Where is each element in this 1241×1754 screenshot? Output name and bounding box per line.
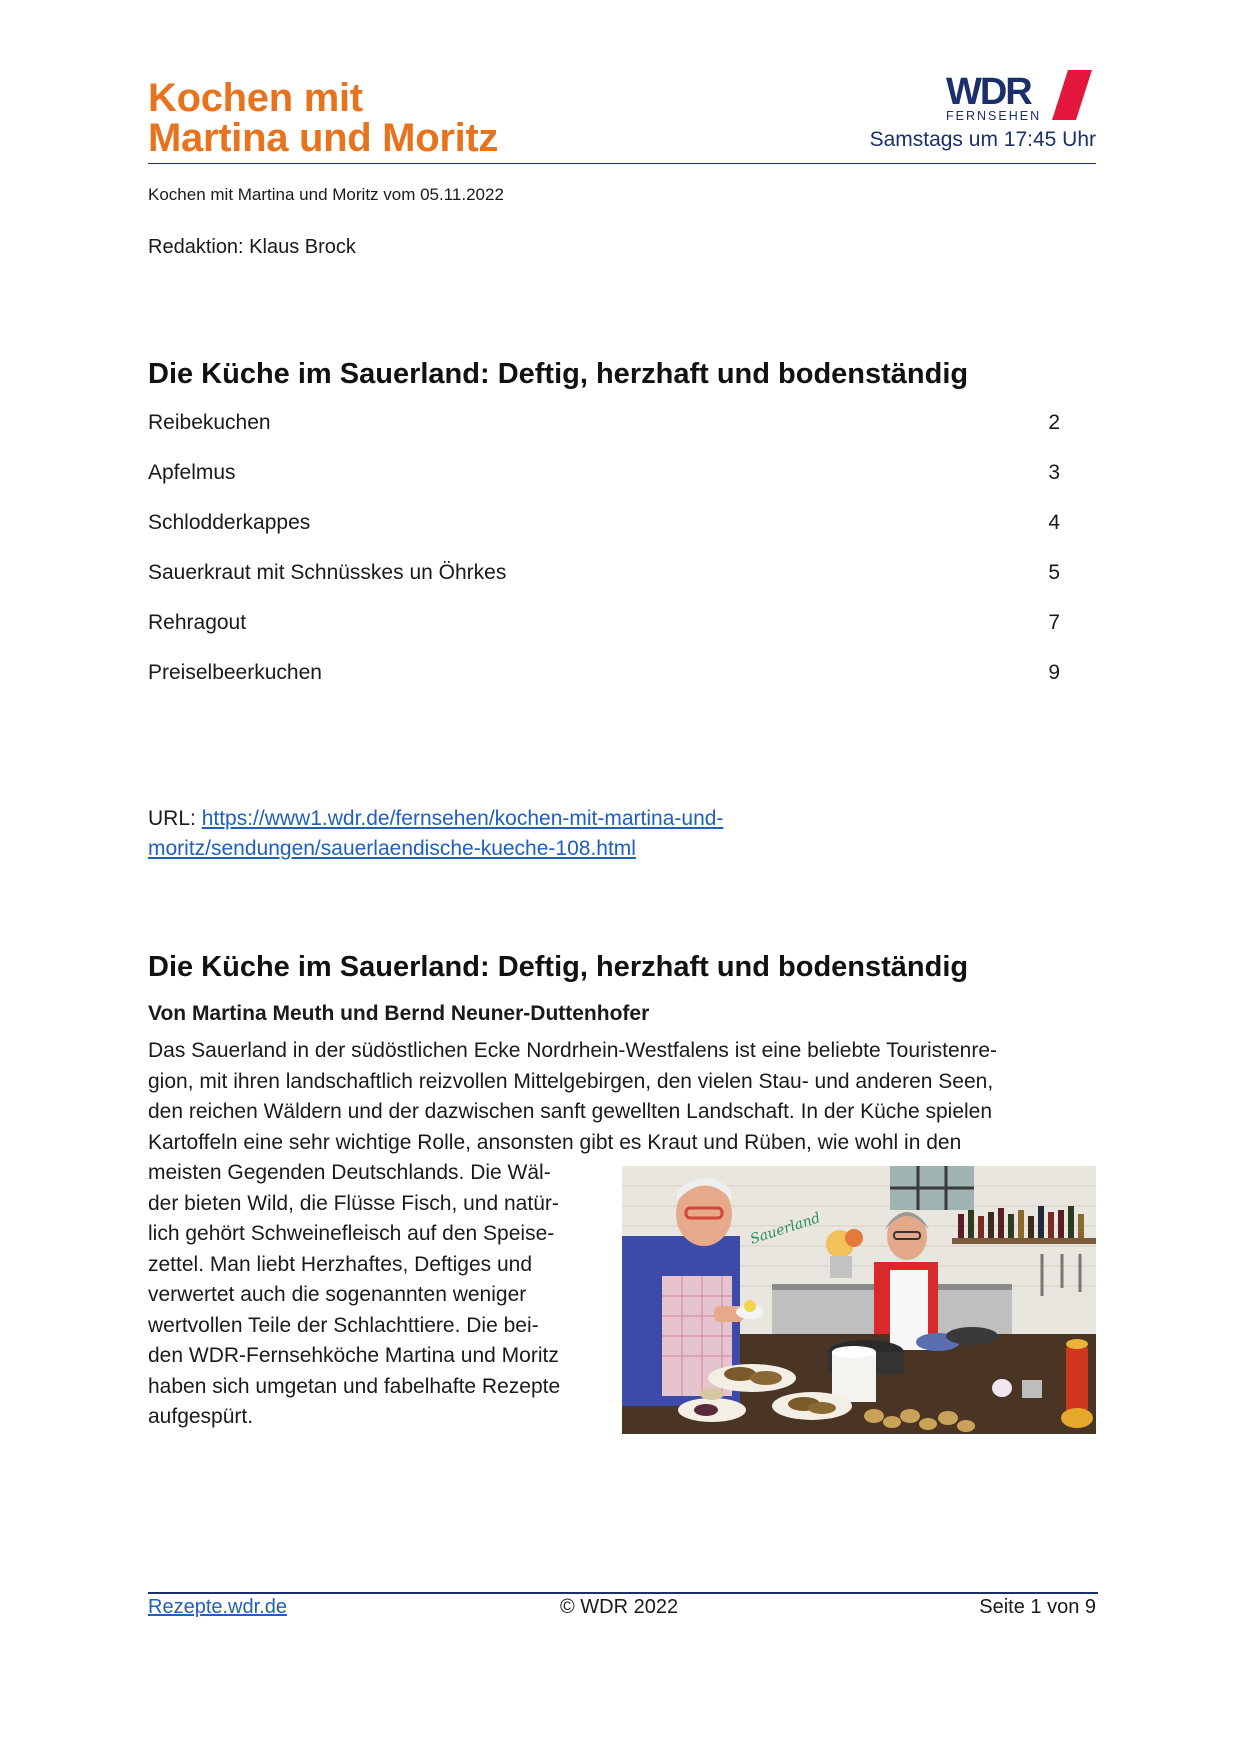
kitchen-photo	[622, 1166, 1096, 1434]
toc-item-page: 2	[1048, 411, 1060, 434]
toc-item-page: 4	[1048, 511, 1060, 534]
toc-item-label: Sauerkraut mit Schnüsskes un Öhrkes	[148, 561, 507, 584]
footer-link	[148, 1596, 287, 1619]
brand-title	[148, 78, 498, 158]
toc-item-page: 3	[1048, 461, 1060, 484]
brand-line-2: Martina und Moritz	[148, 116, 499, 160]
toc-item-page: 7	[1048, 611, 1060, 634]
wdr-logo	[946, 70, 1096, 122]
article-line: den WDR-Fernsehköche Martina und Moritz	[148, 1344, 559, 1367]
url-block	[148, 804, 723, 864]
photo-sign-text: Sauerland	[748, 1210, 823, 1248]
toc-row[interactable]	[148, 506, 1060, 556]
url-link-line-1[interactable]: https://www1.wdr.de/fernsehen/kochen-mit-martina-und-	[201, 807, 724, 830]
redaktion-line: Redaktion: Klaus Brock	[148, 236, 356, 258]
footer-website-link[interactable]: Rezepte.wdr.de	[148, 1596, 287, 1618]
toc-item-label: Rehragout	[148, 611, 247, 634]
article-line: den reichen Wäldern und der dazwischen sanft gewellten Landschaft. In der Küche spielen	[148, 1100, 993, 1123]
wdr-logo-text: WDR	[946, 71, 1031, 113]
toc-item-label: Preiselbeerkuchen	[148, 661, 322, 684]
article-line: meisten Gegenden Deutschlands. Die Wäl-	[148, 1161, 551, 1184]
header-divider	[148, 163, 1096, 164]
table-of-contents	[148, 406, 1060, 706]
kitchen-photo-illustration	[622, 1166, 1096, 1434]
article-line: wertvollen Teile der Schlachttiere. Die bei-	[148, 1313, 539, 1337]
article-line: zettel. Man liebt Herzhaftes, Deftiges und	[148, 1252, 533, 1276]
article-line: der bieten Wild, die Flüsse Fisch, und natür-	[148, 1191, 559, 1215]
toc-item-label: Schlodderkappes	[148, 511, 311, 534]
footer-page-number: Seite 1 von 9	[979, 1596, 1096, 1618]
article-intro	[148, 1036, 1090, 1158]
toc-row[interactable]	[148, 656, 1060, 706]
url-label: URL:	[148, 807, 202, 830]
toc-row[interactable]	[148, 456, 1060, 506]
toc-row[interactable]	[148, 556, 1060, 606]
toc-item-label: Apfelmus	[148, 461, 236, 484]
episode-line: Kochen mit Martina und Moritz vom 05.11.2022	[148, 185, 504, 204]
article-line: gion, mit ihren landschaftlich reizvollen Mittelgebirgen, den vielen Stau- und anderen Seen,	[148, 1069, 994, 1093]
article-title: Die Küche im Sauerland: Deftig, herzhaft und bodenständig	[148, 951, 969, 983]
toc-title: Die Küche im Sauerland: Deftig, herzhaft und bodenständig	[148, 358, 969, 390]
article-line: Das Sauerland in der südöstlichen Ecke Nordrhein-Westfalens ist eine beliebte Touristenre-	[148, 1039, 998, 1062]
article-line: haben sich umgetan und fabelhafte Rezepte	[148, 1374, 561, 1398]
article-byline: Von Martina Meuth und Bernd Neuner-Duttenhofer	[148, 1002, 650, 1025]
url-link-line-2[interactable]: moritz/sendungen/sauerlaendische-kueche-108.html	[148, 837, 636, 860]
broadcast-schedule: Samstags um 17:45 Uhr	[869, 128, 1096, 151]
article-line: verwertet auch die sogenannten weniger	[148, 1283, 527, 1306]
article-line: Kartoffeln eine sehr wichtige Rolle, ansonsten gibt es Kraut und Rüben, wie wohl in den	[148, 1130, 962, 1154]
toc-row[interactable]	[148, 606, 1060, 656]
article-line: aufgespürt.	[148, 1405, 254, 1428]
article-line: lich gehört Schweinefleisch auf den Speise-	[148, 1222, 555, 1245]
toc-item-label: Reibekuchen	[148, 411, 271, 434]
brand-line-1: Kochen mit	[148, 76, 363, 120]
wdr-logo-subtext: FERNSEHEN	[946, 109, 1042, 122]
toc-row[interactable]	[148, 406, 1060, 456]
toc-item-page: 9	[1048, 661, 1060, 684]
wdr-logo-graphic	[946, 70, 1096, 122]
footer-copyright: © WDR 2022	[560, 1596, 679, 1618]
article-wrapped-text	[148, 1158, 610, 1433]
toc-item-page: 5	[1048, 561, 1060, 584]
footer-divider	[148, 1592, 1098, 1594]
